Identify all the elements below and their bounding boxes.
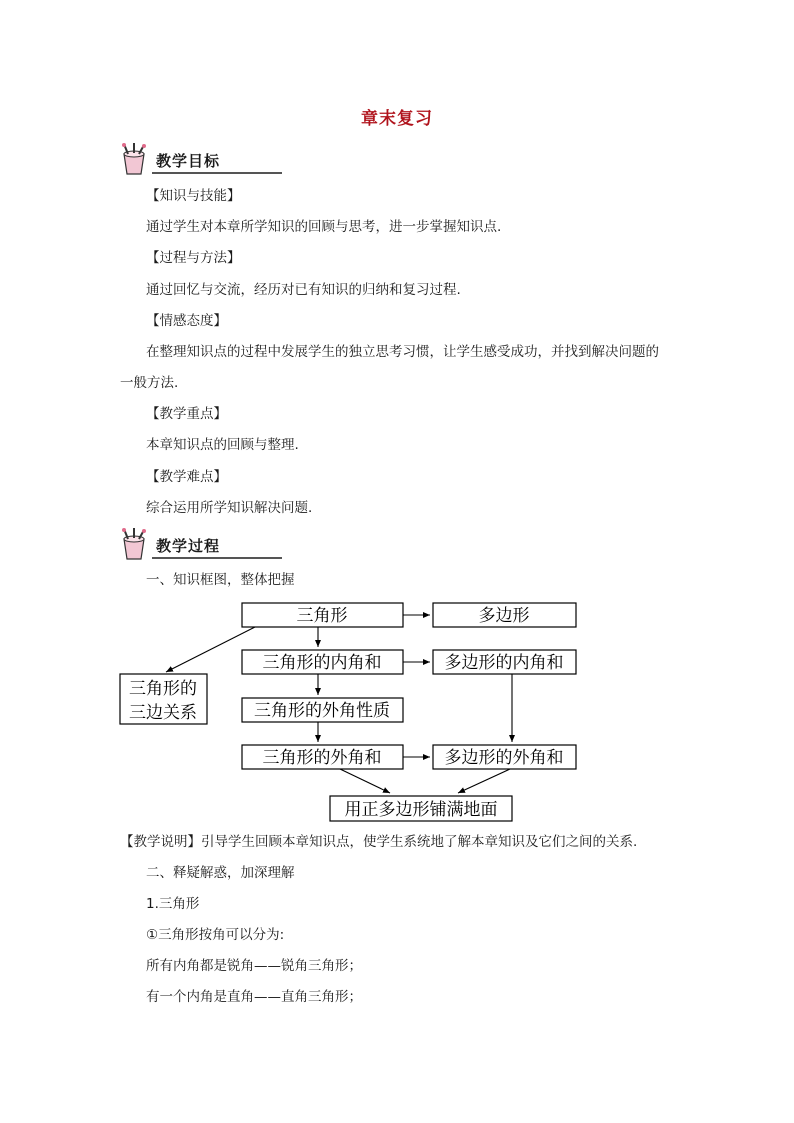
label-triangle-sides-2: 三边关系 bbox=[129, 703, 197, 723]
page-title: 章末复习 bbox=[361, 109, 433, 129]
arrow bbox=[340, 769, 390, 793]
label-triangle-exterior: 三角形的外角和 bbox=[262, 748, 382, 768]
heading-knowledge: 【知识与技能】 bbox=[146, 188, 241, 204]
heading-process: 【过程与方法】 bbox=[146, 250, 241, 266]
label-triangle-interior: 三角形的内角和 bbox=[262, 653, 382, 673]
label-triangle: 三角形 bbox=[296, 606, 348, 626]
label-triangle-exterior-property: 三角形的外角性质 bbox=[254, 701, 390, 721]
heading-emotion: 【情感态度】 bbox=[146, 313, 227, 329]
paragraph-clarify: 二、释疑解惑，加深理解 bbox=[146, 865, 295, 881]
heading-key-points: 【教学重点】 bbox=[146, 406, 227, 422]
text-process: 通过回忆与交流，经历对已有知识的归纳和复习过程. bbox=[146, 282, 461, 298]
text-key-points: 本章知识点的回顾与整理. bbox=[146, 437, 299, 453]
text-emotion-line1: 在整理知识点的过程中发展学生的独立思考习惯，让学生感受成功，并找到解决问题的 bbox=[146, 344, 659, 360]
paragraph-classify: ①三角形按角可以分为: bbox=[146, 927, 285, 943]
label-polygon-interior: 多边形的内角和 bbox=[444, 653, 564, 673]
paragraph-triangle: 1.三角形 bbox=[146, 896, 200, 912]
paragraph-acute: 所有内角都是锐角——锐角三角形； bbox=[146, 958, 362, 974]
paragraph-framework: 一、知识框图，整体把握 bbox=[146, 572, 295, 588]
label-triangle-sides-1: 三角形的 bbox=[129, 679, 197, 699]
text-difficulties: 综合运用所学知识解决问题. bbox=[146, 500, 313, 516]
teaching-note: 【教学说明】引导学生回顾本章知识点，使学生系统地了解本章知识及它们之间的关系. bbox=[120, 834, 638, 850]
label-tiling: 用正多边形铺满地面 bbox=[344, 800, 498, 820]
arrow bbox=[458, 769, 510, 793]
label-polygon-exterior: 多边形的外角和 bbox=[444, 748, 564, 768]
section-heading: 教学目标 bbox=[156, 152, 221, 170]
text-emotion-line2: 一般方法. bbox=[120, 375, 179, 391]
paragraph-right: 有一个内角是直角——直角三角形； bbox=[146, 989, 362, 1005]
label-polygon: 多边形 bbox=[478, 606, 530, 626]
section-heading: 教学过程 bbox=[156, 537, 221, 555]
text-knowledge: 通过学生对本章所学知识的回顾与思考，进一步掌握知识点. bbox=[146, 219, 502, 235]
heading-difficulties: 【教学难点】 bbox=[146, 469, 227, 485]
